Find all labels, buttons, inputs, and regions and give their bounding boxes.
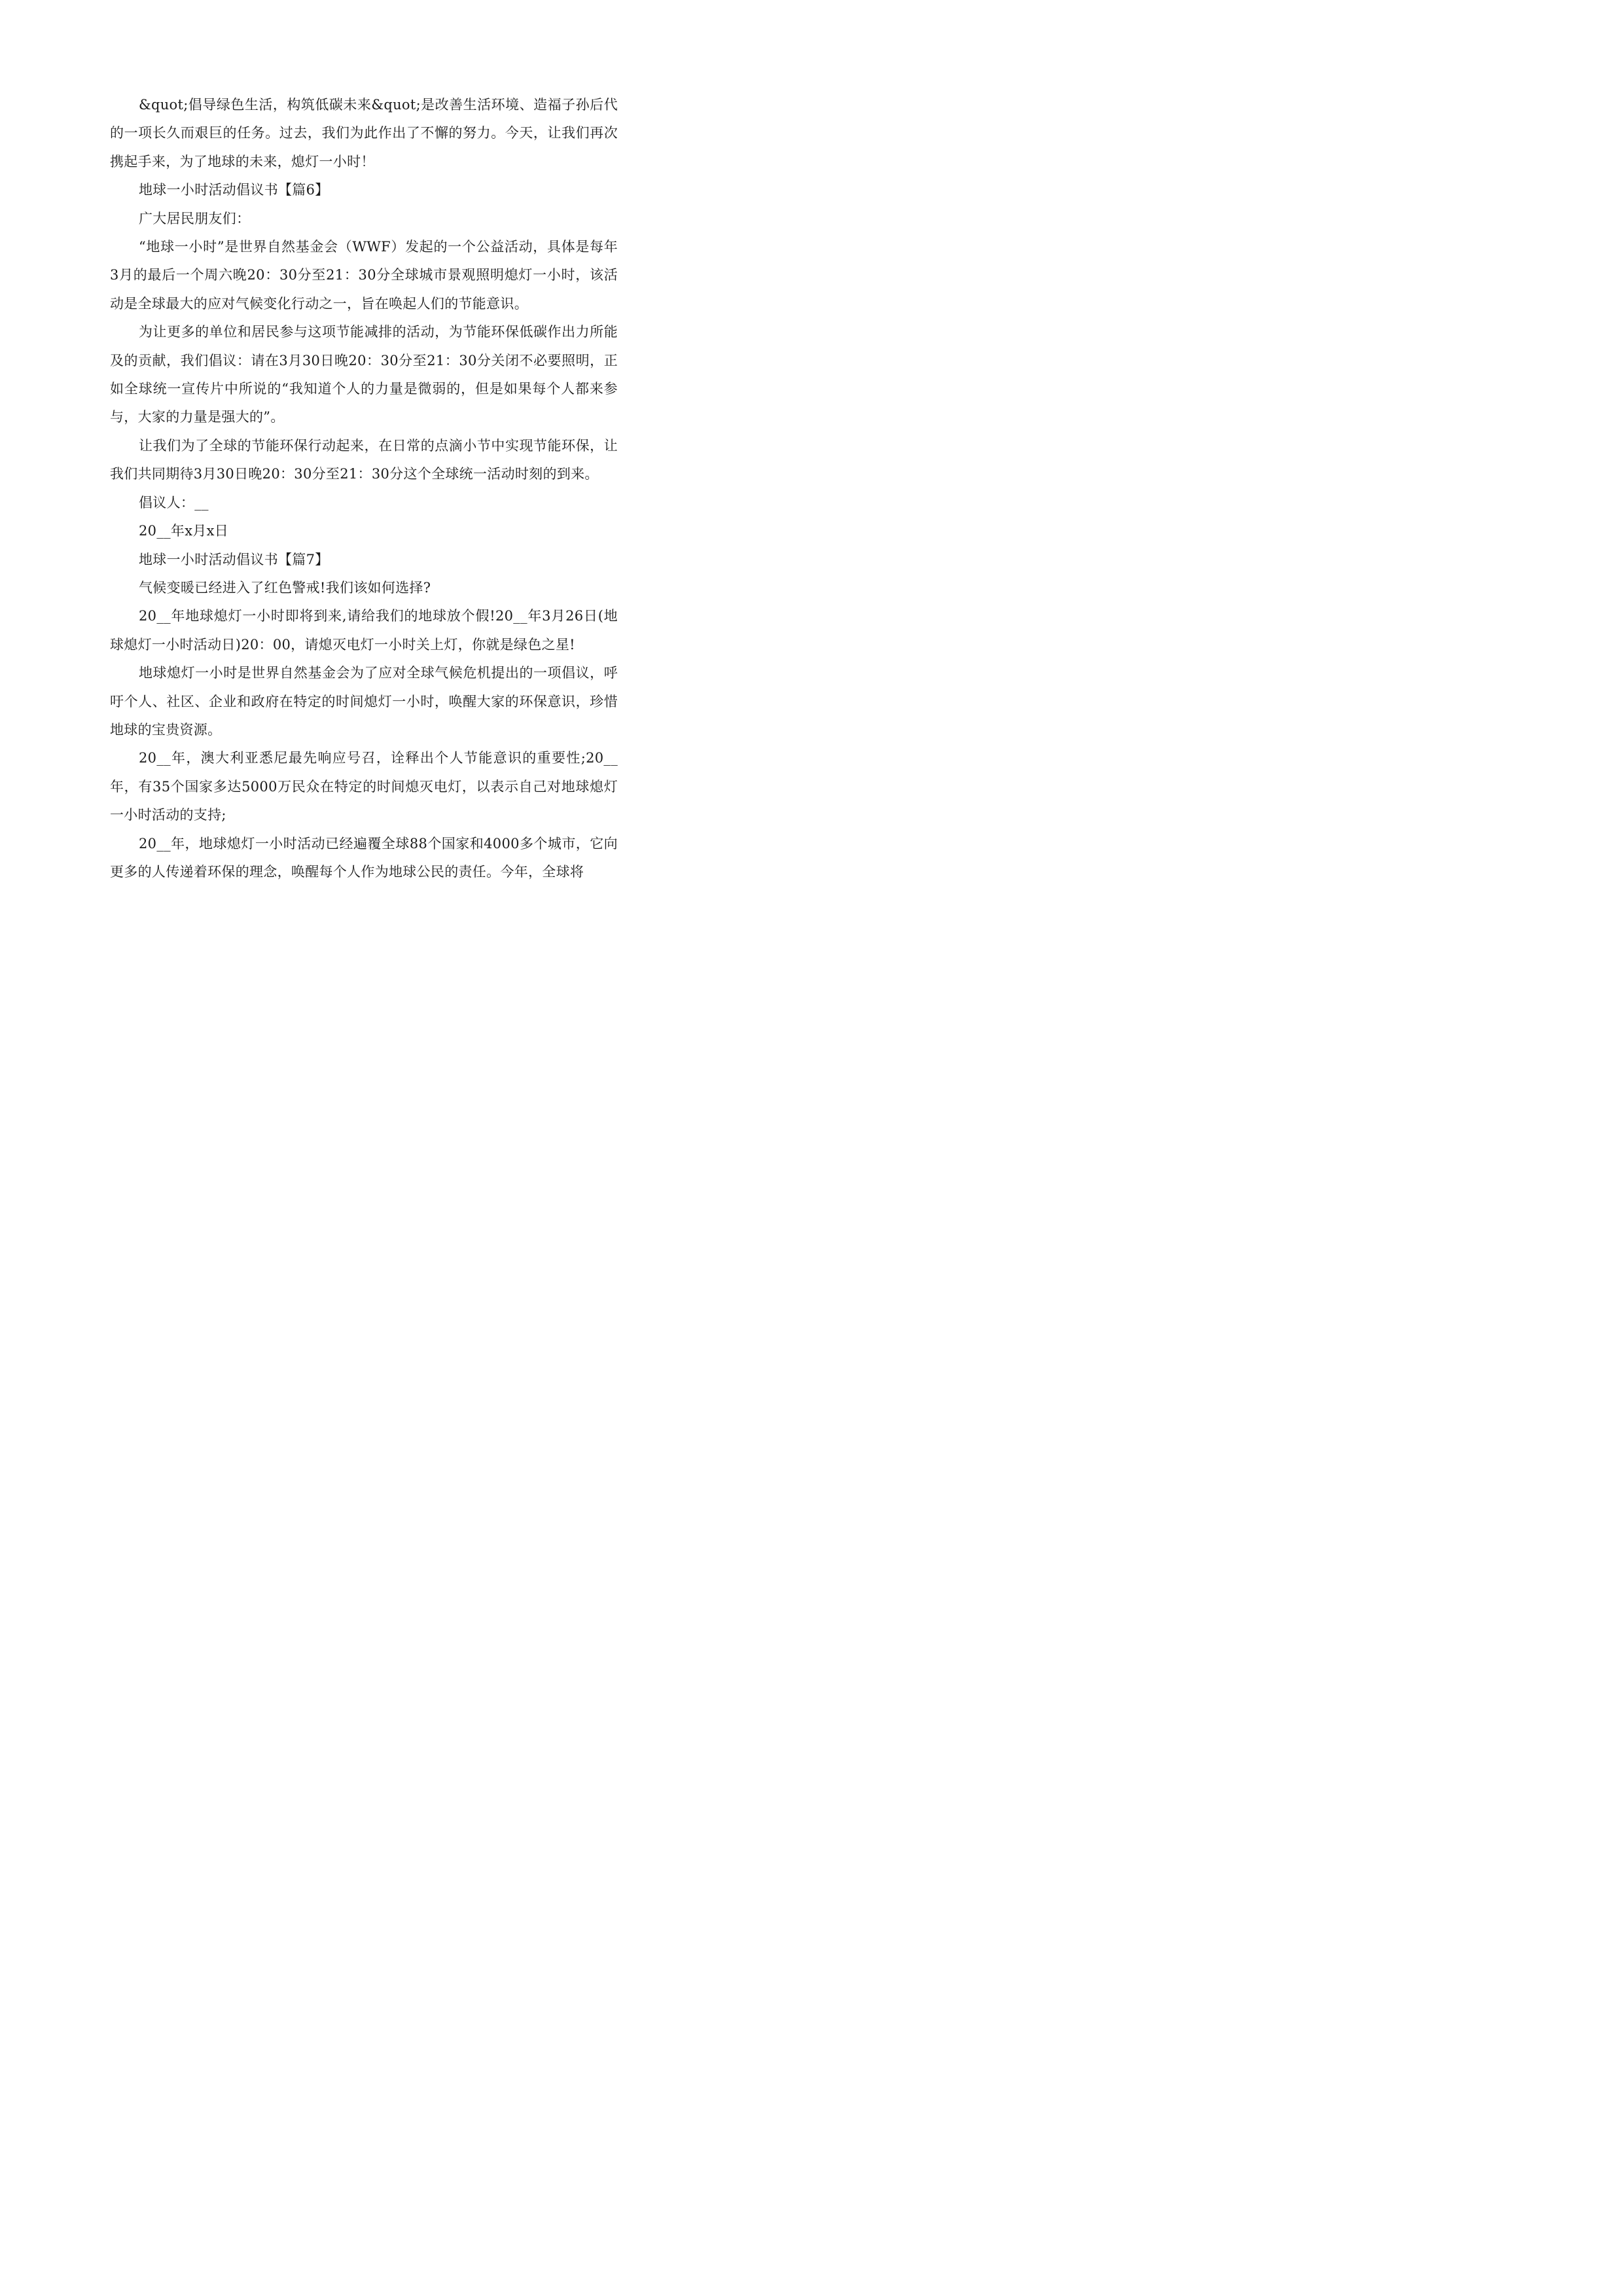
section-heading-6: 地球一小时活动倡议书【篇6】 <box>139 182 329 198</box>
paragraph: 地球熄灯一小时是世界自然基金会为了应对全球气候危机提出的一项倡议，呼吁个人、社区、企业和政府在特定的时间熄灯一小时，唤醒大家的环保意识，珍惜地球的宝贵资源。 <box>110 665 618 738</box>
salutation: 广大居民朋友们： <box>139 210 251 226</box>
date-line: 20__年x月x日 <box>139 523 229 539</box>
document-body <box>110 91 618 886</box>
paragraph: 20__年，地球熄灯一小时活动已经遍覆全球88个国家和4000多个城市，它向更多的人传递着环保的理念，唤醒每个人作为地球公民的责任。今年，全球将 <box>110 835 618 880</box>
signature-line: 倡议人：__ <box>139 494 209 511</box>
paragraph: “地球一小时”是世界自然基金会（WWF）发起的一个公益活动，具体是每年3月的最后一个周六晚20：30分至21：30分全球城市景观照明熄灯一小时，该活动是全球最大的应对气候变化行动之一，旨在唤起人们的节能意识。 <box>110 239 618 312</box>
document-page <box>0 0 726 1026</box>
paragraph: 20__年，澳大利亚悉尼最先响应号召，诠释出个人节能意识的重要性;20__年，有35个国家多达5000万民众在特定的时间熄灭电灯，以表示自己对地球熄灯一小时活动的支持; <box>110 750 618 823</box>
paragraph: 气候变暖已经进入了红色警戒!我们该如何选择? <box>139 579 431 596</box>
paragraph: 为让更多的单位和居民参与这项节能减排的活动，为节能环保低碳作出力所能及的贡献，我们倡议：请在3月30日晚20：30分至21：30分关闭不必要照明，正如全球统一宣传片中所说的“我知道个人的力量是微弱的，但是如果每个人都来参与，大家的力量是强大的”。 <box>110 324 618 425</box>
section-heading-7: 地球一小时活动倡议书【篇7】 <box>139 551 329 567</box>
paragraph: 让我们为了全球的节能环保行动起来，在日常的点滴小节中实现节能环保，让我们共同期待3月30日晚20：30分至21：30分这个全球统一活动时刻的到来。 <box>110 437 618 482</box>
paragraph: 20__年地球熄灯一小时即将到来,请给我们的地球放个假!20__年3月26日(地球熄灯一小时活动日)20：00，请熄灭电灯一小时关上灯，你就是绿色之星! <box>110 608 618 653</box>
paragraph-intro-closing: &quot;倡导绿色生活，构筑低碳未来&quot;是改善生活环境、造福子孙后代的一项长久而艰巨的任务。过去，我们为此作出了不懈的努力。今天，让我们再次携起手来，为了地球的未来，熄灯一小时！ <box>110 97 618 170</box>
